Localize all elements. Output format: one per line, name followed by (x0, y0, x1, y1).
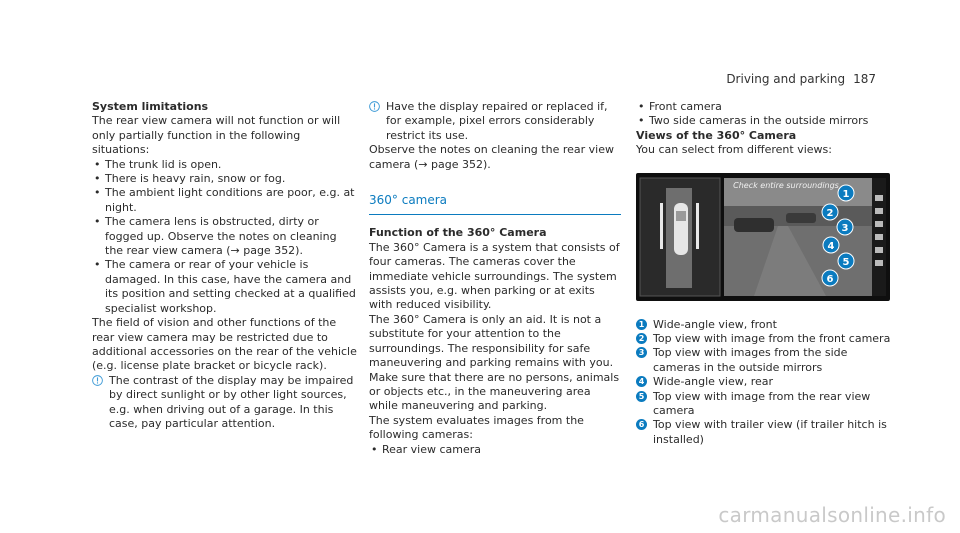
legend-text: Top view with images from the side cameras in the outside mirrors (653, 346, 848, 374)
callout-4: 4 (827, 240, 835, 252)
number-badge: • 1 (636, 319, 647, 330)
number-badge: • 4 (636, 376, 647, 387)
legend-text: Top view with trailer view (if trailer hitch is installed) (653, 418, 887, 446)
list-item: • Two side cameras in the outside mirrors (636, 114, 892, 128)
list-item: • Rear view camera (369, 443, 621, 457)
number-badge: • 6 (636, 419, 647, 430)
page-header (726, 72, 876, 86)
limitations-list (92, 158, 358, 316)
views-legend (636, 318, 892, 448)
callout-6: 6 (826, 273, 834, 285)
legend-text: Wide-angle view, front (653, 317, 777, 331)
info-circle-icon (369, 101, 380, 112)
list-item: • The camera or rear of your vehicle is damaged. In this case, have the camera and its position and setting checked at a qualified specialist workshop. (92, 258, 358, 316)
legend-item (636, 318, 892, 332)
display-repair-note (369, 100, 621, 143)
function-paragraph-1: The 360° Camera is a system that consists of four cameras. The cameras cover the immediate vehicle surroundings. The system assists you, e.g. when parking or at exits with reduced visibility. (369, 240, 620, 312)
column-3 (636, 100, 892, 447)
camera-list-continued (636, 100, 892, 129)
section-title-360-camera: 360° camera (369, 193, 621, 215)
column-2 (369, 100, 621, 457)
list-item: • There is heavy rain, snow or fog. (92, 172, 358, 186)
list-item: • Front camera (636, 100, 892, 114)
chapter-title: Driving and parking (726, 72, 846, 86)
number-badge: • 2 (636, 333, 647, 344)
watermark: carmanualsonline.info (718, 503, 946, 527)
camera-display-illustration (636, 173, 890, 301)
function-heading: Function of the 360° Camera (369, 226, 547, 240)
function-paragraph-3: The system evaluates images from the following cameras: (369, 413, 584, 442)
cleaning-notes-paragraph: Observe the notes on cleaning the rear view camera (→ page 352). (369, 143, 614, 171)
number-badge: • 5 (636, 391, 647, 402)
column-1 (92, 100, 358, 431)
callout-3: 3 (841, 222, 849, 234)
camera-list (369, 443, 621, 457)
legend-item (636, 390, 892, 419)
field-of-vision-paragraph: The field of vision and other functions of the rear view camera may be restricted due to additional accessories on the rear of the vehicle (e.g. license plate bracket or bicycle rack). (92, 316, 357, 373)
system-limitations-intro: The rear view camera will not function or will only partially function in the following situations: (92, 114, 341, 157)
list-item: • The trunk lid is open. (92, 158, 358, 172)
page-number: 187 (853, 72, 876, 86)
system-limitations-heading: System limitations (92, 100, 209, 113)
note-text: The contrast of the display may be impaired by direct sunlight or by other light sources, e.g. when driving out of a garage. In this case, pay particular attention. (109, 373, 354, 430)
legend-item (636, 332, 892, 346)
note-text: Have the display repaired or replaced if, for example, pixel errors considerably restrict its use. (386, 100, 608, 142)
contrast-note (92, 374, 358, 432)
list-item: • The camera lens is obstructed, dirty or fogged up. Observe the notes on cleaning the rear view camera (→ page 352). (92, 215, 358, 258)
function-paragraph-2: The 360° Camera is only an aid. It is not a substitute for your attention to the surroundings. The responsibility for safe maneuvering and parking remains with you. Make sure that there are no persons, animals or objects etc., in the maneuvering area while maneuvering and parking. (369, 312, 620, 413)
legend-text: Top view with image from the rear view camera (653, 389, 871, 418)
callout-1: 1 (842, 188, 850, 200)
legend-item (636, 375, 892, 389)
legend-item (636, 346, 892, 375)
legend-text: Wide-angle view, rear (653, 375, 774, 389)
callout-5: 5 (842, 256, 850, 268)
views-heading: Views of the 360° Camera (636, 128, 797, 142)
callout-2: 2 (826, 207, 834, 219)
camera-display-image (636, 173, 890, 301)
list-item: • The ambient light conditions are poor, e.g. at night. (92, 186, 358, 215)
info-circle-icon (92, 375, 103, 386)
legend-item (636, 418, 892, 447)
number-badge: • 3 (636, 347, 647, 358)
views-intro: You can select from different views: (636, 143, 832, 157)
legend-text: Top view with image from the front camera (653, 332, 891, 346)
screen-caption: Check entire surroundings (733, 180, 839, 190)
